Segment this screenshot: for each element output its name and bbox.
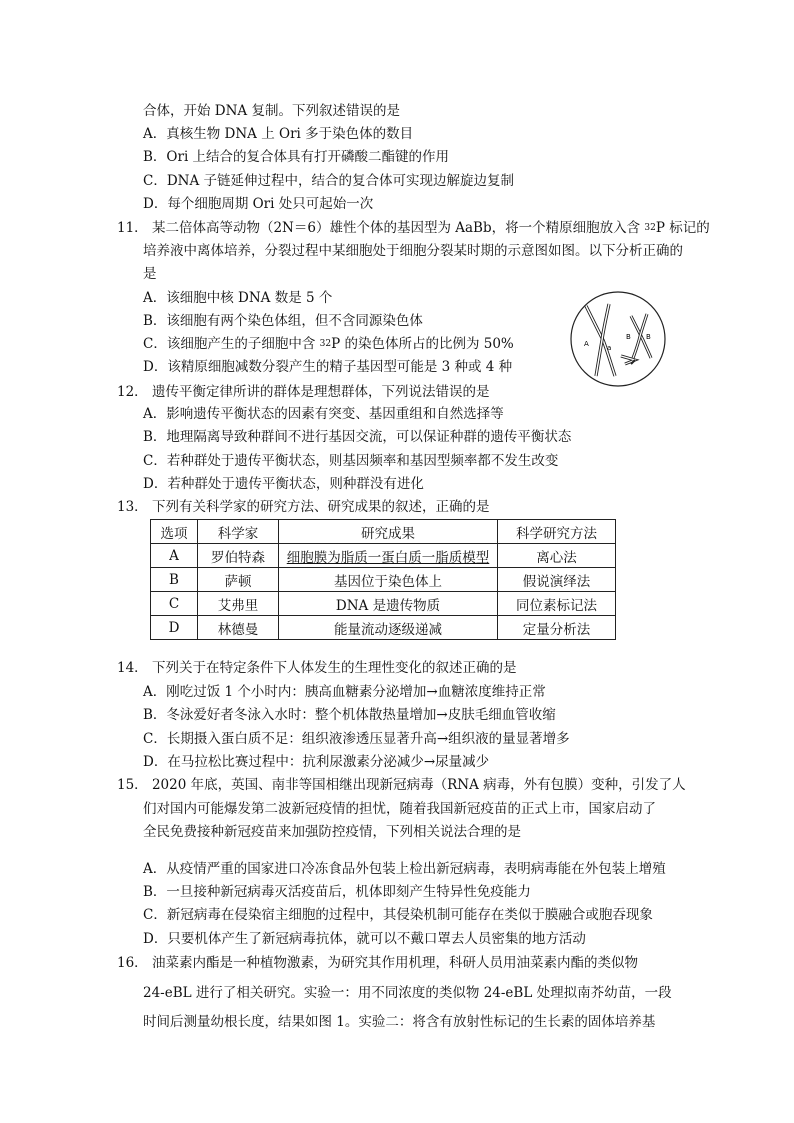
q15-stem-line2: 们对国内可能爆发第二波新冠疫情的担忧，随着我国新冠疫苗的正式上市，国家启动了 [143,801,656,817]
q13-table [150,519,616,640]
table-cell: 同位素标记法 [498,592,616,616]
q15-option-d: D．只要机体产生了新冠病毒抗体，就可以不戴口罩去人员密集的地方活动 [143,931,586,947]
table-cell: 林德曼 [198,616,279,640]
table-cell: 基因位于染色体上 [279,568,498,592]
q11-option-c [143,335,514,353]
table-header-row [151,520,616,544]
cell-membrane [571,292,665,386]
q15-option-c: C．新冠病毒在侵染宿主细胞的过程中，其侵染机制可能存在类似于膜融合或胞吞现象 [143,907,653,923]
q12-option-a: A．影响遗传平衡状态的因素有突变、基因重组和自然选择等 [143,406,504,422]
q10-option-a: A．真核生物 DNA 上 Ori 多于染色体的数目 [143,126,414,142]
table-header: 研究成果 [279,520,498,544]
gene-label-b1: B [626,333,631,341]
q11-stem-part2: P 标记的 [655,220,710,236]
table-cell: DNA 是遗传物质 [279,592,498,616]
table-row [151,544,616,568]
q12-stem: 12． 遗传平衡定律所讲的群体是理想群体，下列说法错误的是 [117,384,490,400]
q11-option-c-part2: P 的染色体所占的比例为 50% [331,336,514,352]
q10-option-b: B．Ori 上结合的复合体具有打开磷酸二酯键的作用 [143,149,450,165]
table-cell [279,544,498,568]
gene-label-a1: A [584,340,589,348]
q14-option-b: B．冬泳爱好者冬泳入水时：整个机体散热量增加→皮肤毛细血管收缩 [143,707,556,723]
table-cell: 离心法 [498,544,616,568]
q11-superscript: 32 [644,223,656,233]
table-cell: 萨顿 [198,568,279,592]
table-cell: B [151,568,198,592]
q11-option-b: B．该细胞有两个染色体组，但不含同源染色体 [143,313,423,329]
table-cell: 罗伯特森 [198,544,279,568]
q10-stem-continued: 合体，开始 DNA 复制。下列叙述错误的是 [143,103,400,119]
q16-stem-line2: 24-eBL 进行了相关研究。实验一：用不同浓度的类似物 24-eBL 处理拟南芥幼苗，一段 [143,985,672,1001]
q16-stem-line1: 16． 油菜素内酯是一种植物激素，为研究其作用机理，科研人员用油菜素内酯的类似物 [117,955,638,971]
table-cell: D [151,616,198,640]
q14-option-c: C．长期摄入蛋白质不足：组织液渗透压显著升高→组织液的量显著增多 [143,731,570,747]
q11-stem-line2: 培养液中离体培养，分裂过程中某细胞处于细胞分裂某时期的示意图如图。以下分析正确的 [143,243,683,259]
q13-stem: 13． 下列有关科学家的研究方法、研究成果的叙述，正确的是 [117,499,490,515]
table-cell: 假说演绎法 [498,568,616,592]
q11-stem-part1: 11． 某二倍体高等动物（2N＝6）雄性个体的基因型为 AaBb，将一个精原细胞放入含 [117,220,645,236]
q11-option-a: A．该细胞中核 DNA 数是 5 个 [143,290,333,306]
table-cell: 定量分析法 [498,616,616,640]
table-cell: 能量流动逐级递减 [279,616,498,640]
q16-stem-line3: 时间后测量幼根长度，结果如图 1。实验二：将含有放射性标记的生长素的固体培养基 [143,1014,656,1030]
q12-option-c: C．若种群处于遗传平衡状态，则基因频率和基因型频率都不发生改变 [143,453,559,469]
q15-stem-line3: 全民免费接种新冠疫苗来加强防控疫情，下列相关说法合理的是 [143,824,521,840]
q11-stem-line3: 是 [143,266,157,282]
q11-option-d: D．该精原细胞减数分裂产生的精子基因型可能是 3 种或 4 种 [143,359,513,375]
q11-stem-line1 [117,219,710,237]
q14-option-d: D．在马拉松比赛过程中：抗利尿激素分泌减少→尿量减少 [143,754,490,770]
q12-option-b: B．地理隔离导致种群间不进行基因交流，可以保证种群的遗传平衡状态 [143,429,572,445]
table-row [151,616,616,640]
q15-stem-line1: 15． 2020 年底，英国、南非等国相继出现新冠病毒（RNA 病毒，外有包膜）变种，引发了人 [117,777,686,793]
q15-option-b: B．一旦接种新冠病毒灭活疫苗后，机体即刻产生特异性免疫能力 [143,884,531,900]
table-header: 科学家 [198,520,279,544]
table-header: 选项 [151,520,198,544]
q11-option-c-part1: C．该细胞产生的子细胞中含 [143,336,320,352]
table-row [151,568,616,592]
table-row [151,592,616,616]
chromosome-left [586,304,615,376]
table-cell: C [151,592,198,616]
cell-division-figure [569,290,667,388]
table-cell: 艾弗里 [198,592,279,616]
q10-option-d: D．每个细胞周期 Ori 处只可起始一次 [143,196,374,212]
q14-option-a: A．刚吃过饭 1 个小时内：胰高血糖素分泌增加→血糖浓度维持正常 [143,684,546,700]
table-cell: A [151,544,198,568]
q11-option-c-superscript: 32 [319,339,332,349]
q15-option-a: A．从疫情严重的国家进口冷冻食品外包装上检出新冠病毒，表明病毒能在外包装上增殖 [143,861,666,877]
gene-label-b2: B [646,333,651,341]
table-cell-underlined: 细胞膜为脂质一蛋白质一脂质模型 [286,549,490,566]
q10-option-c: C．DNA 子链延伸过程中，结合的复合体可实现边解旋边复制 [143,173,515,189]
table-header: 科学研究方法 [498,520,616,544]
gene-label-a2: a [607,344,612,352]
q14-stem: 14． 下列关于在特定条件下人体发生的生理性变化的叙述正确的是 [117,660,517,676]
q12-option-d: D．若种群处于遗传平衡状态，则种群没有进化 [143,476,424,492]
